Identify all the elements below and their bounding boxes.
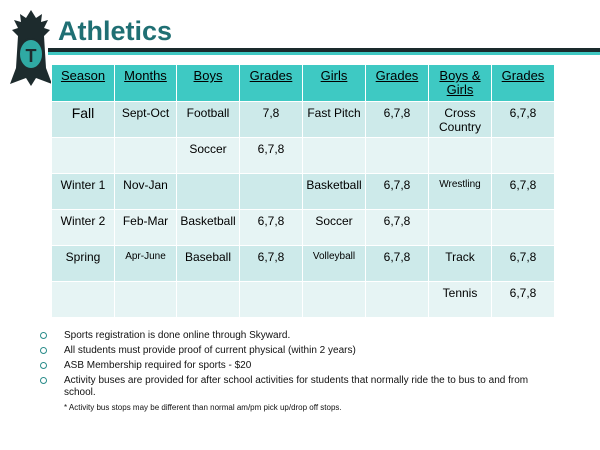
col-header-girls: Girls [303,65,366,102]
cell-season [52,282,115,318]
table-row [52,138,555,174]
cell-boys-girls: Wrestling [429,174,492,210]
bullet-icon [40,362,47,369]
list-item [40,345,560,357]
cell-season: Spring [52,246,115,282]
list-item [40,330,560,342]
cell-girls: Soccer [303,210,366,246]
col-header-boys: Boys [177,65,240,102]
cell-girls-grades: 6,7,8 [366,210,429,246]
cell-boys-grades [240,282,303,318]
cell-boys-girls-grades [492,138,555,174]
cell-girls [303,282,366,318]
notes-list [40,330,560,417]
cell-boys-grades: 6,7,8 [240,138,303,174]
cell-months: Apr-June [115,246,177,282]
bullet-icon [40,332,47,339]
cell-boys-girls-grades: 6,7,8 [492,246,555,282]
cell-boys-girls-grades: 6,7,8 [492,282,555,318]
footnote: * Activity bus stops may be different than normal am/pm pick up/drop off stops. [64,403,342,412]
cell-girls-grades [366,138,429,174]
cell-season: Winter 1 [52,174,115,210]
list-item [40,360,560,372]
cell-girls-grades [366,282,429,318]
col-header-boys-grades: Grades [240,65,303,102]
bullet-icon [40,377,47,384]
cell-girls-grades: 6,7,8 [366,174,429,210]
col-header-season: Season [52,65,115,102]
cell-boys: Soccer [177,138,240,174]
cell-girls [303,138,366,174]
table-row [52,102,555,138]
cell-boys-grades: 6,7,8 [240,210,303,246]
note-text: Sports registration is done online through Skyward. [64,330,291,341]
cell-girls: Basketball [303,174,366,210]
note-text: All students must provide proof of current physical (within 2 years) [64,345,356,356]
cell-boys-girls-grades: 6,7,8 [492,174,555,210]
table-header-row [52,65,555,102]
cell-boys-girls [429,138,492,174]
cell-boys-girls-grades: 6,7,8 [492,102,555,138]
cell-boys [177,174,240,210]
cell-boys-girls-grades [492,210,555,246]
cell-boys-grades: 6,7,8 [240,246,303,282]
cell-boys-grades: 7,8 [240,102,303,138]
cell-boys-girls: Track [429,246,492,282]
cell-months: Sept-Oct [115,102,177,138]
cell-months: Feb-Mar [115,210,177,246]
table-row [52,246,555,282]
cell-months: Nov-Jan [115,174,177,210]
list-item [40,375,560,414]
cell-boys-girls: Cross Country [429,102,492,138]
cell-boys: Basketball [177,210,240,246]
title-rule-teal [48,52,600,55]
table-row [52,210,555,246]
col-header-months: Months [115,65,177,102]
cell-boys [177,282,240,318]
cell-season [52,138,115,174]
cell-boys: Football [177,102,240,138]
cell-boys-girls [429,210,492,246]
note-text: Activity buses are provided for after school activities for students that normally ride the to bus to and from school. [64,375,529,398]
col-header-girls-grades: Grades [366,65,429,102]
bullet-icon [40,347,47,354]
cell-boys-grades [240,174,303,210]
cell-months [115,282,177,318]
cell-boys: Baseball [177,246,240,282]
cell-season: Fall [52,102,115,138]
cell-girls-grades: 6,7,8 [366,102,429,138]
athletics-schedule-table [51,64,555,318]
cell-girls-grades: 6,7,8 [366,246,429,282]
cell-months [115,138,177,174]
logo-letter: T [25,46,37,66]
table-row [52,174,555,210]
table-row [52,282,555,318]
cell-season: Winter 2 [52,210,115,246]
cell-girls: Volleyball [303,246,366,282]
col-header-boys-girls-grades: Grades [492,65,555,102]
page-title: Athletics [58,16,173,46]
cell-boys-girls: Tennis [429,282,492,318]
col-header-boys-girls: Boys & Girls [429,65,492,102]
cell-girls: Fast Pitch [303,102,366,138]
note-text: ASB Membership required for sports - $20 [64,360,252,371]
